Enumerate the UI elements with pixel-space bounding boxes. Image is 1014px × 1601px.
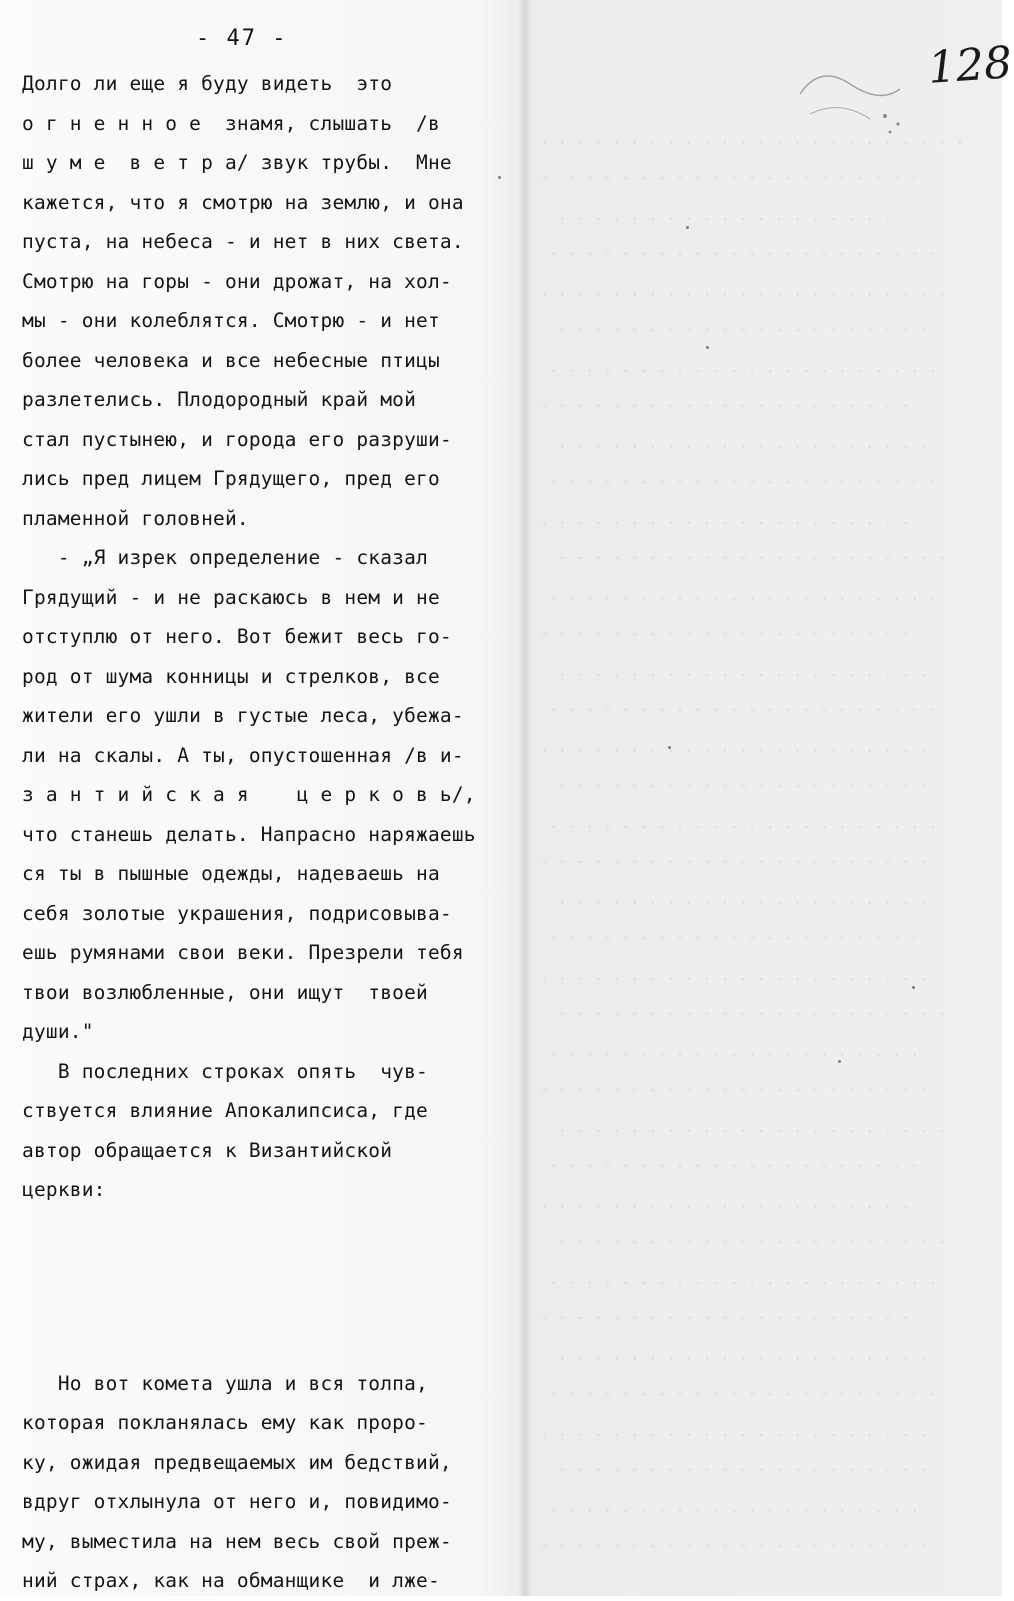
- text-line: ний страх, как на обманщике и лже-: [22, 1569, 440, 1592]
- text-line: - „Я изрек определение - сказал: [22, 546, 428, 569]
- text-line: церкви:: [22, 1178, 106, 1201]
- text-line: Смотрю на горы - они дрожат, на хол-: [22, 269, 452, 293]
- text-line: которая покланялась ему как проро-: [22, 1411, 428, 1434]
- ink-speck: [668, 746, 671, 749]
- folio-number: 128: [926, 37, 1014, 94]
- text-line: Долго ли еще я буду видеть это: [22, 72, 393, 95]
- ink-speck: [838, 1060, 841, 1063]
- text-line: отступлю от него. Вот бежит весь го-: [22, 625, 452, 648]
- ink-speck: [706, 346, 709, 349]
- text-line: лись пред лицем Грядущего, пред его: [22, 467, 440, 490]
- text-line: пуста, на небеса - и нет в них света.: [22, 230, 464, 253]
- page-number: - 47 -: [196, 26, 288, 51]
- faded-stamp: [790, 54, 920, 144]
- blank-space: [22, 1210, 532, 1364]
- text-line: жители его ушли в густые леса, убежа-: [22, 704, 464, 727]
- text-line: себя золотые украшения, подрисовыва-: [22, 901, 452, 925]
- text-line: автор обращается к Византийской: [22, 1138, 393, 1162]
- text-line: вдруг отхлынула от него и, повидимо-: [22, 1490, 452, 1513]
- text-line: кажется, что я смотрю на землю, и она: [22, 190, 464, 214]
- text-line: ствуется влияние Апокалипсиса, где: [22, 1099, 428, 1122]
- ink-speck: [686, 226, 689, 229]
- text-line: что станешь делать. Напрасно наряжаешь: [22, 822, 476, 846]
- text-line: ш у м е в е т р а/ звук трубы. Мне: [22, 151, 452, 174]
- text-line: Грядущий - и не раскаюсь в нем и не: [22, 585, 440, 609]
- typewritten-text: [22, 64, 532, 1601]
- text-line: ку, ожидая предвещаемых им бедствий,: [22, 1450, 452, 1474]
- text-line: з а н т и й с к а я ц е р к о в ь/,: [22, 783, 476, 806]
- ink-speck: [498, 176, 501, 179]
- text-line: му, выместила на нем весь свой преж-: [22, 1529, 452, 1553]
- text-line: более человека и все небесные птицы: [22, 348, 440, 372]
- bleed-through-text: . . . . . . . . . . . . . . . . . . . . . . . . - - - - - - - - - - - - - - - - - - - - - . . . . . . . . . . . . . . . . . . . - - - - - - - - - - - - - - - - - - - - - - . . . . . . . . . . . . . . . . . . . . . . . - - - - - - - - - - - - - - - - - - - - - . . . . . . . . . . . . . . . . . . . . . . - - - - - - - - - - - - - - - - - - - - - . . . . . . . . . . . . . . . . . . . . . - - - - - - - - - - - - - - - - - - - - - - . . . . . . . . . . . . . . . . . . . . . - - - - - - - - - - - - - - - - - - - - - - . . . . . . . . . . . . . . . . . . . . . . - - - - - - - - - - - - - - - - - - - - - . . . . . . . . . . . . . . . . . . . . . - - - - - - - - - - - - - - - - - - - - - - . . . . . . . . . . . . . . . . . . . . . . - - - - - - - - - - - - - - - - - - - - - . . . . . . . . . . . . . . . . . . . . . . - - - - - - - - - - - - - - - - - - - - - - . . . . . . . . . . . . . . . . . . . . . - - - - - - - - - - - - - - - - - - - - - . . . . . . . . . . . . . . . . . . . . . . - - - - - - - - - - - - - - - - - - - - - - . . . . . . . . . . . . . . . . . . . . . - - - - - - - - - - - - - - - - - - - - - - . . . . . . . . . . . . . . . . . . . . . . - - - - - - - - - - - - - - - - - - - - - . . . . . . . . . . . . . . . . . . . . . - - - - - - - - - - - - - - - - - - - - - - . . . . . . . . . . . . . . . . . . . . . . - - - - - - - - - - - - - - - - - - - - - . . . . . . . . . . . . . . . . . . . . . - - - - - - - - - - - - - - - - - - - - - - . . . . . . . . . . . . . . . . . . . . . . - - - - - - - - - - - - - - - - - - - - - . . . . . . . . . . . . . . . . . . . . . - - - - - - - - - - - - - - - - - - - - - -: [540, 130, 965, 1554]
- ink-speck: [912, 986, 915, 989]
- text-line: род от шума конницы и стрелков, все: [22, 664, 440, 688]
- text-line: мы - они колеблятся. Смотрю - и нет: [22, 309, 440, 332]
- text-line: В последних строках опять чув-: [22, 1059, 428, 1083]
- text-line: стал пустынею, и города его разруши-: [22, 427, 452, 451]
- text-line: души.": [22, 1020, 94, 1043]
- text-line: пламенной головней.: [22, 506, 249, 530]
- text-line: Но вот комета ушла и вся толпа,: [22, 1371, 428, 1395]
- text-line: о г н е н н о е знамя, слышать /в: [22, 111, 440, 135]
- text-line: ешь румянами свои веки. Презрели тебя: [22, 941, 464, 964]
- text-line: ли на скалы. А ты, опустошенная /в и-: [22, 743, 464, 767]
- text-line: ся ты в пышные одежды, надеваешь на: [22, 862, 440, 885]
- text-line: твои возлюбленные, они ищут твоей: [22, 980, 428, 1004]
- text-line: разлетелись. Плодородный край мой: [22, 388, 417, 411]
